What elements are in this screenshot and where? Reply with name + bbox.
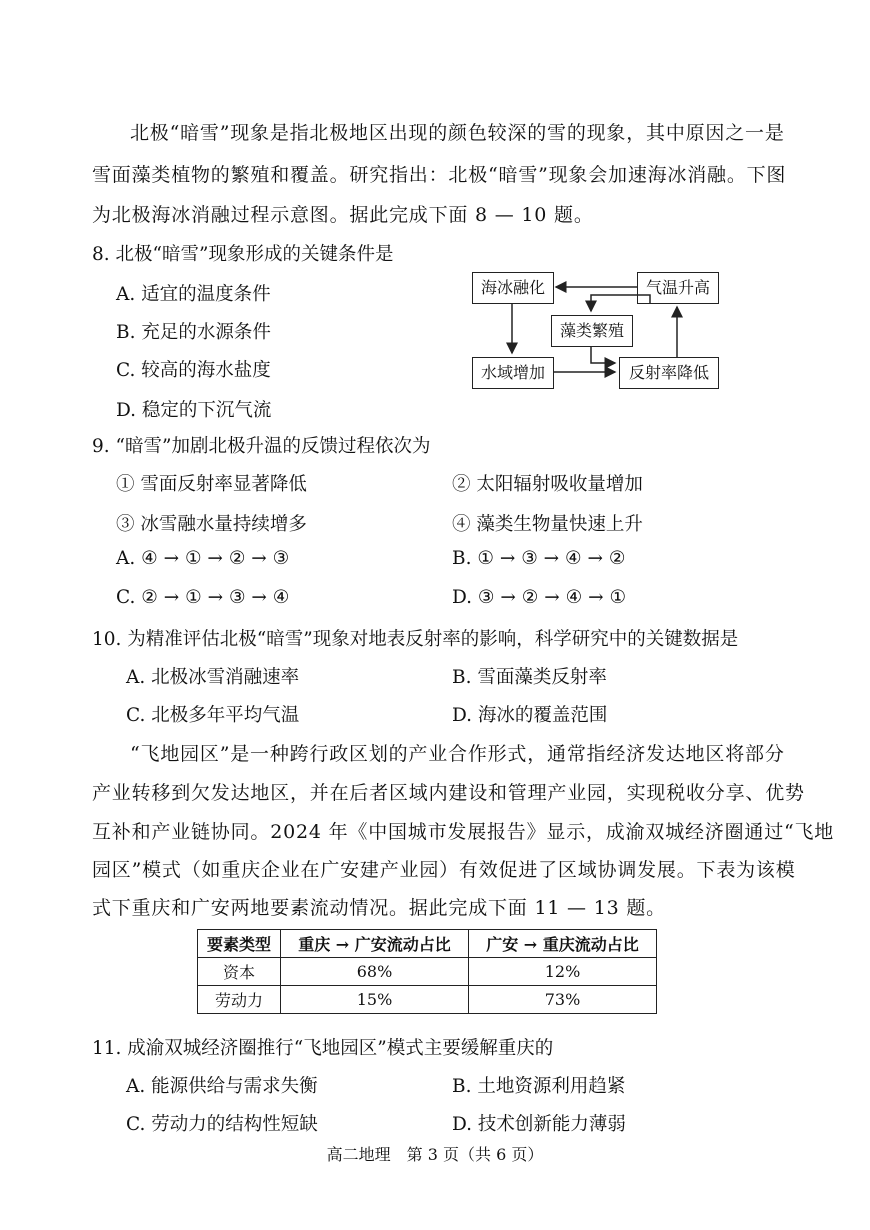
q10-option-b[interactable]: B. 雪面藻类反射率	[452, 667, 607, 688]
q8-option-a[interactable]: A. 适宜的温度条件	[116, 284, 271, 305]
q9-stem: 9. “暗雪”加剧北极升温的反馈过程依次为	[92, 436, 431, 457]
q11-stem: 11. 成渝双城经济圈推行“飞地园区”模式主要缓解重庆的	[92, 1038, 554, 1059]
passage2-line3: 互补和产业链协同。2024 年《中国城市发展报告》显示，成渝双城经济圈通过“飞地	[92, 821, 835, 843]
q9-item-1: ① 雪面反射率显著降低	[116, 474, 307, 495]
diagram-box-temp-rise: 气温升高	[637, 272, 719, 304]
table-row	[198, 986, 657, 1014]
q11-option-d[interactable]: D. 技术创新能力薄弱	[452, 1114, 626, 1135]
diagram-box-water-increase: 水域增加	[472, 357, 554, 389]
table-cell: 15%	[281, 986, 469, 1014]
diagram-box-ice-melt: 海冰融化	[472, 272, 554, 304]
table-header-cell: 重庆 → 广安流动占比	[281, 930, 469, 958]
table-cell: 73%	[469, 986, 657, 1014]
passage1-line1: 北极“暗雪”现象是指北极地区出现的颜色较深的雪的现象，其中原因之一是	[130, 122, 785, 144]
q10-option-c[interactable]: C. 北极多年平均气温	[126, 705, 300, 726]
q9-item-3: ③ 冰雪融水量持续增多	[116, 514, 307, 535]
table-row	[198, 958, 657, 986]
q8-option-d[interactable]: D. 稳定的下沉气流	[116, 400, 272, 421]
passage2-line5: 式下重庆和广安两地要素流动情况。据此完成下面 11 — 13 题。	[92, 897, 666, 919]
arrow-temp-to-algae	[591, 295, 650, 311]
table-cell: 劳动力	[198, 986, 281, 1014]
diagram-box-algae-bloom: 藻类繁殖	[551, 315, 633, 347]
table-header-cell: 要素类型	[198, 930, 281, 958]
q8-option-b[interactable]: B. 充足的水源条件	[116, 322, 271, 343]
table-cell: 12%	[469, 958, 657, 986]
q9-option-a[interactable]: A. ④ → ① → ② → ③	[116, 548, 290, 569]
q11-option-a[interactable]: A. 能源供给与需求失衡	[126, 1076, 318, 1097]
passage1-line3: 为北极海冰消融过程示意图。据此完成下面 8 — 10 题。	[92, 204, 594, 226]
q10-option-a[interactable]: A. 北极冰雪消融速率	[126, 667, 300, 688]
table-cell: 68%	[281, 958, 469, 986]
q9-item-2: ② 太阳辐射吸收量增加	[452, 474, 643, 495]
q9-option-c[interactable]: C. ② → ① → ③ → ④	[116, 587, 290, 608]
factor-flow-table	[197, 929, 657, 1014]
q9-option-b[interactable]: B. ① → ③ → ④ → ②	[452, 548, 626, 569]
q8-option-c[interactable]: C. 较高的海水盐度	[116, 360, 271, 381]
passage2-line2: 产业转移到欠发达地区，并在后者区域内建设和管理产业园，实现税收分享、优势	[92, 782, 805, 804]
passage2-line4: 园区”模式（如重庆企业在广安建产业园）有效促进了区域协调发展。下表为该模	[92, 859, 796, 881]
arrow-algae-to-albedo	[591, 346, 615, 363]
q10-stem: 10. 为精准评估北极“暗雪”现象对地表反射率的影响，科学研究中的关键数据是	[92, 629, 739, 650]
q9-option-d[interactable]: D. ③ → ② → ④ → ①	[452, 587, 627, 608]
q9-item-4: ④ 藻类生物量快速上升	[452, 514, 643, 535]
q11-option-c[interactable]: C. 劳动力的结构性短缺	[126, 1114, 318, 1135]
page-footer: 高二地理 第 3 页（共 6 页）	[326, 1145, 544, 1164]
q10-option-d[interactable]: D. 海冰的覆盖范围	[452, 705, 608, 726]
q8-stem: 8. 北极“暗雪”现象形成的关键条件是	[92, 244, 394, 265]
diagram-box-albedo-drop: 反射率降低	[619, 357, 719, 389]
passage1-line2: 雪面藻类植物的繁殖和覆盖。研究指出：北极“暗雪”现象会加速海冰消融。下图	[92, 164, 787, 186]
table-header-cell: 广安 → 重庆流动占比	[469, 930, 657, 958]
passage2-line1: “飞地园区”是一种跨行政区划的产业合作形式，通常指经济发达地区将部分	[130, 743, 785, 765]
table-cell: 资本	[198, 958, 281, 986]
table-header-row	[198, 930, 657, 958]
q11-option-b[interactable]: B. 土地资源利用趋紧	[452, 1076, 626, 1097]
